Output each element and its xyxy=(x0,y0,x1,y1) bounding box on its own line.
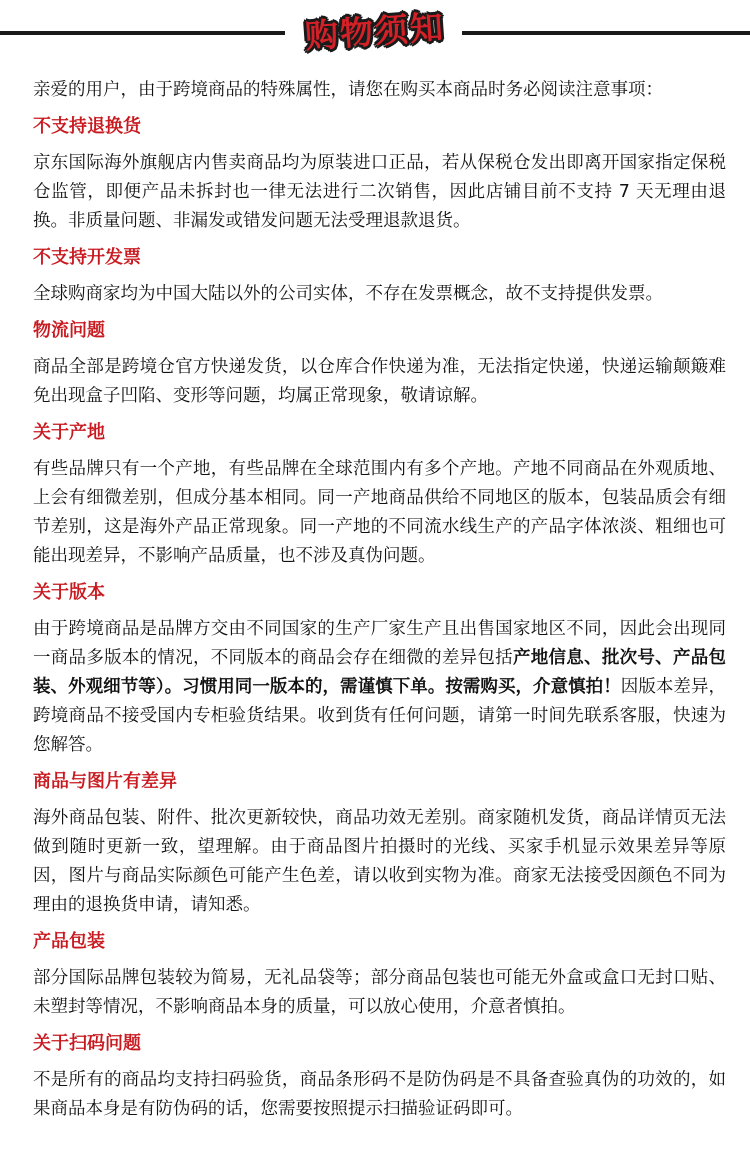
header-divider-left xyxy=(0,31,285,35)
section-body: 全球购商家均为中国大陆以外的公司实体，不存在发票概念，故不支持提供发票。 xyxy=(33,284,663,304)
section-body xyxy=(33,615,726,760)
section-title: 不支持开发票 xyxy=(33,247,141,268)
section-version xyxy=(33,579,726,760)
section-body: 有些品牌只有一个产地，有些品牌在全球范围内有多个产地。产地不同商品在外观质地、上会有细微差别，但成分基本相同。同一产地商品供给不同地区的版本，包装品质会有细节差别，这是海外产品正常现象。同一产地的不同流水线生产的产品字体浓淡、粗细也可能出现差异，不影响产品质量，也不涉及真伪问题。 xyxy=(33,459,726,566)
section-origin xyxy=(33,419,726,571)
section-title: 关于产地 xyxy=(33,422,105,443)
section-body: 商品全部是跨境仓官方快递发货，以仓库合作快递为准，无法指定快递，快递运输颠簸难免出现盒子凹陷、变形等问题，均属正常现象，敬请谅解。 xyxy=(33,357,726,406)
version-body-part1: 由于跨境商品是品牌方交由不同国家的生产厂家生产且出售国家地区不同，因此会出现同一商品多版本的情况，不同版本的商品会存在细微的差异包括 xyxy=(33,619,726,668)
section-title: 产品包装 xyxy=(33,931,105,952)
section-no-return xyxy=(33,113,726,236)
section-title: 关于扫码问题 xyxy=(33,1033,141,1054)
section-title: 关于版本 xyxy=(33,582,105,603)
section-packaging xyxy=(33,928,726,1022)
page-title: 购物须知 xyxy=(303,7,447,56)
page-header xyxy=(0,0,750,64)
section-body: 部分国际品牌包装较为简易，无礼品袋等；部分商品包装也可能无外盒或盒口无封口贴、未塑封等情况，不影响商品本身的质量，可以放心使用，介意者慎拍。 xyxy=(33,968,726,1017)
section-title: 商品与图片有差异 xyxy=(33,771,177,792)
section-scan-code xyxy=(33,1030,726,1124)
section-body: 海外商品包装、附件、批次更新较快，商品功效无差别。商家随机发货，商品详情页无法做到随时更新一致，望理解。由于商品图片拍摄时的光线、买家手机显示效果差异等原因，图片与商品实际颜色可能产生色差，请以收到实物为准。商家无法接受因颜色不同为理由的退换货申请，请知悉。 xyxy=(33,808,726,915)
version-body-emphasis: 产地信息、批次号、产品包装、外观细节等）。习惯用同一版本的，需谨慎下单。按需购买，介意慎拍！ xyxy=(33,648,727,697)
section-title: 不支持退换货 xyxy=(33,116,141,137)
notice-content xyxy=(0,64,750,1124)
section-title: 物流问题 xyxy=(33,320,105,341)
section-image-difference xyxy=(33,768,726,920)
section-body: 京东国际海外旗舰店内售卖商品均为原装进口正品，若从保税仓发出即离开国家指定保税仓监管，即便产品未拆封也一律无法进行二次销售，因此店铺目前不支持 7 天无理由退换。非质量问题、非漏发或错发问题无法受理退款退货。 xyxy=(33,153,726,231)
section-no-invoice xyxy=(33,244,726,309)
intro-text: 亲爱的用户，由于跨境商品的特殊属性，请您在购买本商品时务必阅读注意事项： xyxy=(33,80,663,100)
section-body: 不是所有的商品均支持扫码验货，商品条形码不是防伪码是不具备查验真伪的功效的，如果商品本身是有防伪码的话，您需要按照提示扫描验证码即可。 xyxy=(33,1070,726,1119)
version-body-part2: 因版本差异，跨境商品不接受国内专柜验货结果。收到货有任何问题，请第一时间先联系客服，快速为您解答。 xyxy=(33,677,727,755)
section-logistics xyxy=(33,317,726,411)
header-divider-right xyxy=(462,31,750,35)
